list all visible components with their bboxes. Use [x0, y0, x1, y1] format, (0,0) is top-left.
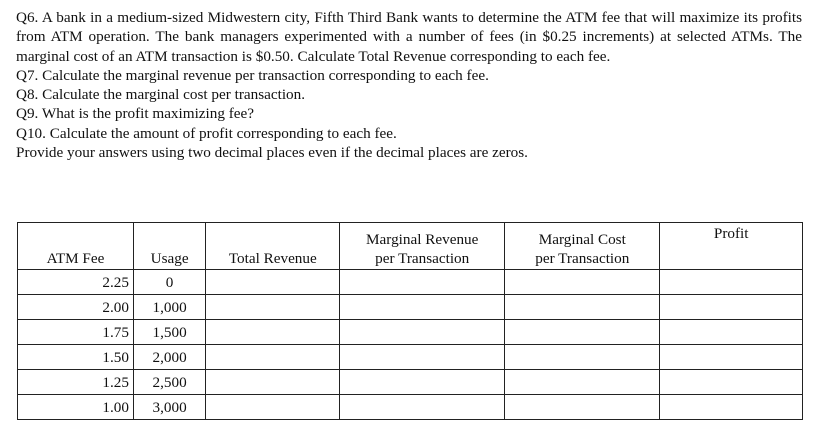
header-usage: Usage: [133, 223, 205, 270]
table-row: [18, 320, 803, 345]
marginal-revenue-cell[interactable]: [340, 295, 505, 320]
fee-cell: 1.50: [18, 345, 134, 370]
usage-cell: 3,000: [133, 395, 205, 420]
marginal-cost-cell[interactable]: [505, 295, 660, 320]
fee-cell: 1.75: [18, 320, 134, 345]
table-header-row: [18, 223, 803, 270]
table-row: [18, 345, 803, 370]
marginal-cost-cell[interactable]: [505, 270, 660, 295]
profit-cell[interactable]: [660, 320, 803, 345]
question-text-block: [16, 8, 802, 162]
profit-cell[interactable]: [660, 270, 803, 295]
marginal-cost-cell[interactable]: [505, 395, 660, 420]
marginal-revenue-cell[interactable]: [340, 395, 505, 420]
fee-cell: 2.25: [18, 270, 134, 295]
marginal-cost-cell[interactable]: [505, 370, 660, 395]
total-revenue-cell[interactable]: [206, 270, 340, 295]
header-marginal-cost-line1: Marginal Cost: [538, 231, 626, 248]
header-marginal-cost: [505, 223, 660, 270]
header-profit: Profit: [660, 223, 803, 270]
marginal-revenue-cell[interactable]: [340, 270, 505, 295]
profit-cell[interactable]: [660, 370, 803, 395]
total-revenue-cell[interactable]: [206, 295, 340, 320]
profit-cell[interactable]: [660, 345, 803, 370]
marginal-cost-cell[interactable]: [505, 320, 660, 345]
question-q10: Q10. Calculate the amount of profit corresponding to each fee.: [16, 124, 397, 142]
atm-fee-table: [17, 222, 803, 420]
total-revenue-cell[interactable]: [206, 320, 340, 345]
usage-cell: 0: [133, 270, 205, 295]
usage-cell: 1,500: [133, 320, 205, 345]
profit-cell[interactable]: [660, 395, 803, 420]
fee-cell: 2.00: [18, 295, 134, 320]
total-revenue-cell[interactable]: [206, 395, 340, 420]
usage-cell: 2,000: [133, 345, 205, 370]
fee-cell: 1.00: [18, 395, 134, 420]
marginal-cost-cell[interactable]: [505, 345, 660, 370]
usage-cell: 2,500: [133, 370, 205, 395]
profit-cell[interactable]: [660, 295, 803, 320]
total-revenue-cell[interactable]: [206, 370, 340, 395]
header-marginal-revenue-line1: Marginal Revenue: [366, 231, 479, 248]
question-q8: Q8. Calculate the marginal cost per transaction.: [16, 86, 306, 104]
question-q6: Q6. A bank in a medium-sized Midwestern city, Fifth Third Bank wants to determine the ATM fee that will maximize its profits from ATM operation. The bank managers experimented with a number of fees (in $0.25 increments) at selected ATMs. The marginal cost of an ATM transaction is $0.50. Calculate Total Revenue corresponding to each fee.: [16, 9, 802, 65]
marginal-revenue-cell[interactable]: [340, 345, 505, 370]
marginal-revenue-cell[interactable]: [340, 320, 505, 345]
header-marginal-cost-line2: per Transaction: [535, 250, 630, 267]
header-marginal-revenue: [340, 223, 505, 270]
table-row: [18, 370, 803, 395]
table-row: [18, 270, 803, 295]
header-atm-fee: ATM Fee: [18, 223, 134, 270]
question-q9: Q9. What is the profit maximizing fee?: [16, 105, 255, 123]
usage-cell: 1,000: [133, 295, 205, 320]
question-q7: Q7. Calculate the marginal revenue per transaction corresponding to each fee.: [16, 66, 489, 84]
marginal-revenue-cell[interactable]: [340, 370, 505, 395]
table-row: [18, 395, 803, 420]
header-marginal-revenue-line2: per Transaction: [375, 250, 470, 267]
fee-cell: 1.25: [18, 370, 134, 395]
table-row: [18, 295, 803, 320]
header-total-revenue: Total Revenue: [206, 223, 340, 270]
total-revenue-cell[interactable]: [206, 345, 340, 370]
answer-instruction: Provide your answers using two decimal places even if the decimal places are zeros.: [16, 144, 528, 162]
